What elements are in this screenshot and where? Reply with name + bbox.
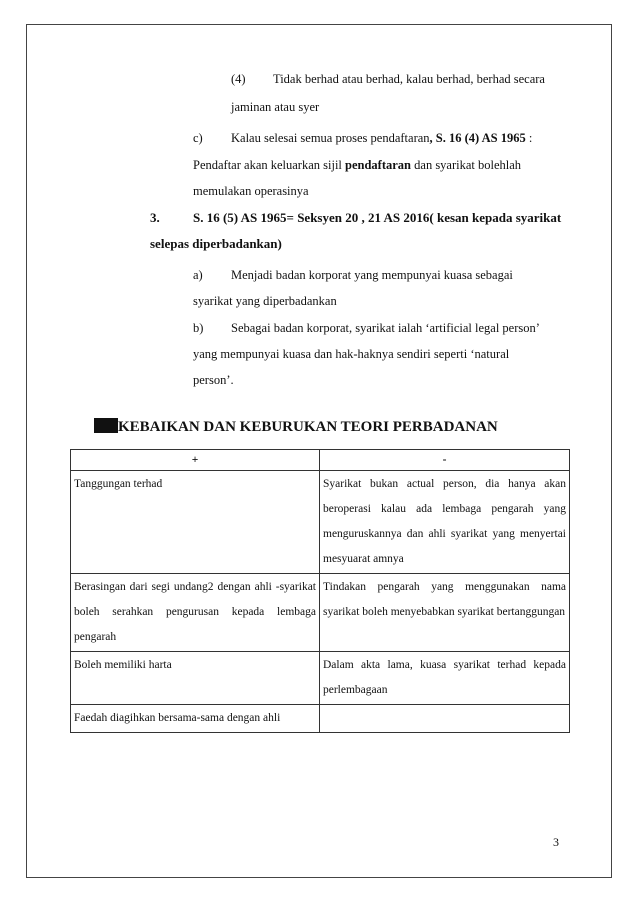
item-c-line1: Kalau selesai semua proses pendaftaran, S. 16 (4) AS 1965 :: [231, 131, 533, 145]
item-b-line1: Sebagai badan korporat, syarikat ialah ‘artificial legal person’: [231, 321, 540, 335]
item-b-line3: person’.: [193, 373, 234, 387]
item-b-number: b): [193, 321, 204, 335]
cell-minus: [320, 705, 570, 733]
cell-minus: Syarikat bukan actual person, dia hanya akan beroperasi kalau ada lembaga pengarah yang menguruskannya dan ahli syarikat yang menyertai mesyuarat amnya: [320, 471, 570, 574]
comparison-table: [70, 449, 570, 733]
cell-minus: Dalam akta lama, kuasa syarikat terhad kepada perlembagaan: [320, 652, 570, 705]
column-header-minus: -: [320, 450, 570, 471]
table-header-row: [71, 450, 570, 471]
item-3-line1: S. 16 (5) AS 1965= Seksyen 20 , 21 AS 2016( kesan kepada syarikat: [193, 210, 562, 225]
cell-plus: Tanggungan terhad: [71, 471, 320, 574]
page-number: 3: [553, 835, 559, 849]
item-a-number: a): [193, 268, 203, 282]
cell-plus: Berasingan dari segi undang2 dengan ahli -syarikat boleh serahkan pengurusan kepada lembaga pengarah: [71, 574, 320, 652]
item-3-number: 3.: [150, 210, 160, 225]
cell-minus: Tindakan pengarah yang menggunakan nama syarikat boleh menyebabkan syarikat bertanggungan: [320, 574, 570, 652]
section-heading: KEBAIKAN DAN KEBURUKAN TEORI PERBADANAN: [94, 418, 498, 436]
heading-marker: [94, 418, 118, 433]
item-c-line3: memulakan operasinya: [193, 184, 309, 198]
item-3-line2: selepas diperbadankan): [150, 236, 282, 251]
column-header-plus: +: [71, 450, 320, 471]
cell-plus: Faedah diagihkan bersama-sama dengan ahli: [71, 705, 320, 733]
table-row: [71, 574, 570, 652]
cell-plus: Boleh memiliki harta: [71, 652, 320, 705]
item-a-line2: syarikat yang diperbadankan: [193, 294, 337, 308]
item-a-line1: Menjadi badan korporat yang mempunyai kuasa sebagai: [231, 268, 513, 282]
table-row: [71, 652, 570, 705]
item-b-line2: yang mempunyai kuasa dan hak-haknya sendiri seperti ‘natural: [193, 347, 510, 361]
item-c-number: c): [193, 131, 203, 145]
item-4-number: (4): [231, 72, 246, 86]
item-c-line2: Pendaftar akan keluarkan sijil pendaftaran dan syarikat bolehlah: [193, 158, 522, 172]
item-4-line2: jaminan atau syer: [231, 100, 320, 114]
item-4-line1: Tidak berhad atau berhad, kalau berhad, berhad secara: [273, 72, 545, 86]
table-row: [71, 471, 570, 574]
table-row: [71, 705, 570, 733]
